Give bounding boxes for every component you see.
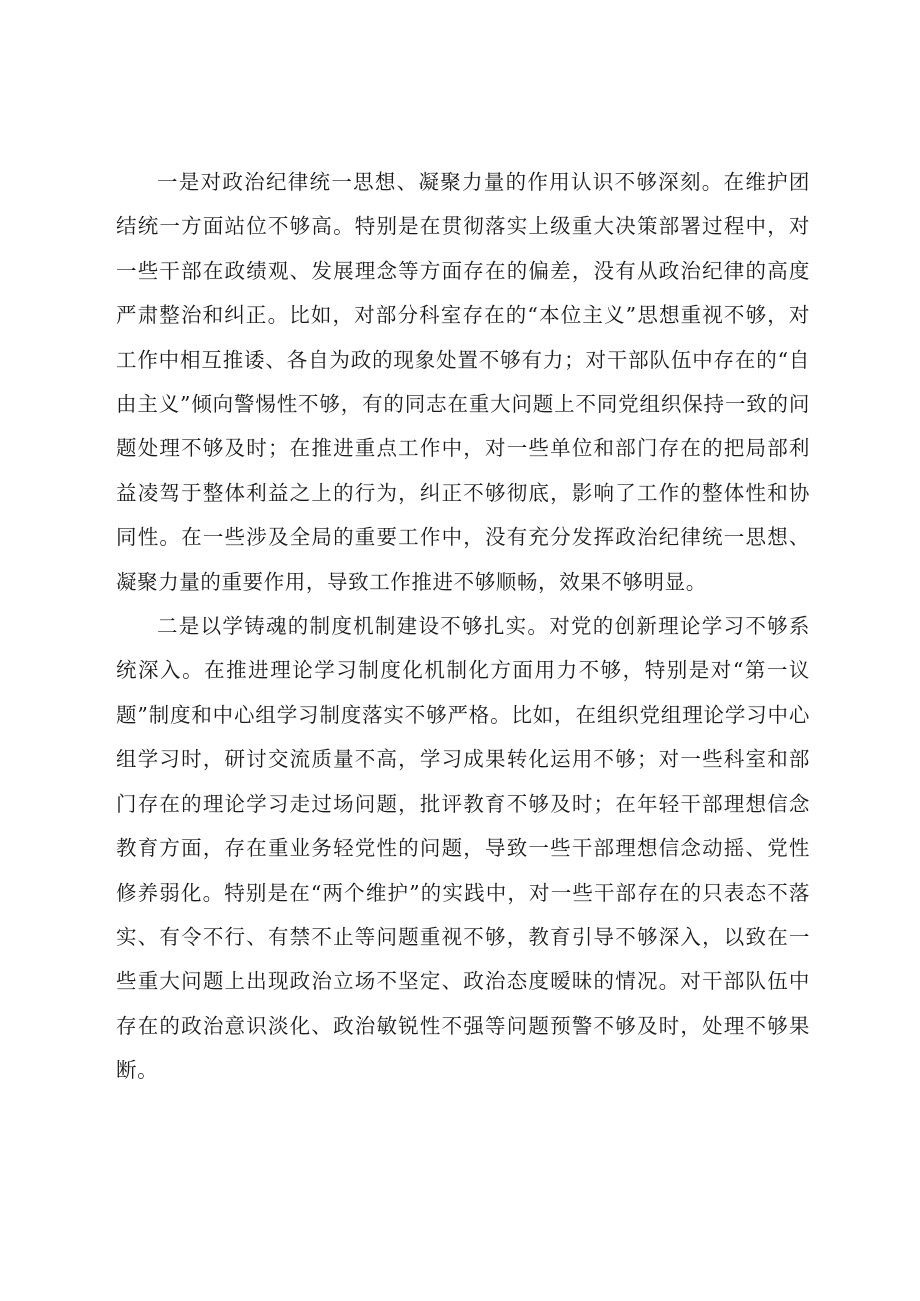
document-body — [116, 160, 810, 1093]
paragraph-1: 一是对政治纪律统一思想、凝聚力量的作用认识不够深刻。在维护团结统一方面站位不够高。特别是在贯彻落实上级重大决策部署过程中，对一些干部在政绩观、发展理念等方面存在的偏差，没有从政治纪律的高度严肃整治和纠正。比如，对部分科室存在的“本位主义”思想重视不够，对工作中相互推诿、各自为政的现象处置不够有力；对干部队伍中存在的“自由主义”倾向警惕性不够，有的同志在重大问题上不同党组织保持一致的问题处理不够及时；在推进重点工作中，对一些单位和部门存在的把局部利益凌驾于整体利益之上的行为，纠正不够彻底，影响了工作的整体性和协同性。在一些涉及全局的重要工作中，没有充分发挥政治纪律统一思想、凝聚力量的重要作用，导致工作推进不够顺畅，效果不够明显。 — [116, 170, 810, 594]
paragraph-2: 二是以学铸魂的制度机制建设不够扎实。对党的创新理论学习不够系统深入。在推进理论学习制度化机制化方面用力不够，特别是对“第一议题”制度和中心组学习制度落实不够严格。比如，在组织党组理论学习中心组学习时，研讨交流质量不高，学习成果转化运用不够；对一些科室和部门存在的理论学习走过场问题，批评教育不够及时；在年轻干部理想信念教育方面，存在重业务轻党性的问题，导致一些干部理想信念动摇、党性修养弱化。特别是在“两个维护”的实践中，对一些干部存在的只表态不落实、有令不行、有禁不止等问题重视不够，教育引导不够深入，以致在一些重大问题上出现政治立场不坚定、政治态度暧昧的情况。对干部队伍中存在的政治意识淡化、政治敏锐性不强等问题预警不够及时，处理不够果断。 — [116, 614, 810, 1083]
